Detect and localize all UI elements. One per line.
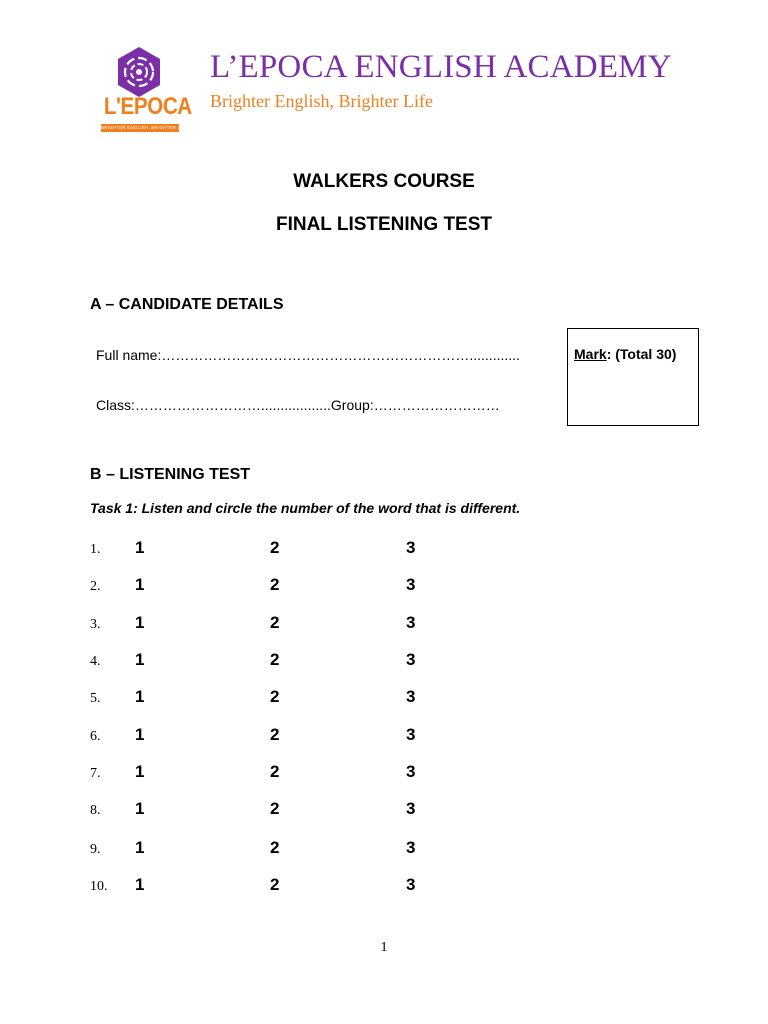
question-number: 7. [90, 766, 101, 781]
option-2: 2 [270, 725, 280, 744]
option-1: 1 [135, 875, 145, 894]
page-number: 1 [380, 940, 388, 955]
option-2: 2 [270, 799, 280, 818]
option-1: 1 [135, 838, 145, 857]
question-row [0, 650, 768, 674]
question-row [0, 838, 768, 862]
option-2: 2 [270, 613, 280, 632]
logo-tagline-band: BRIGHTER ENGLISH, BRIGHTER LIFE [101, 125, 188, 130]
option-3: 3 [406, 725, 416, 744]
option-3: 3 [406, 762, 416, 781]
section-a-heading: A – CANDIDATE DETAILS [90, 296, 284, 313]
question-row [0, 875, 768, 899]
question-number: 8. [90, 803, 101, 818]
academy-slogan: Brighter English, Brighter Life [210, 91, 433, 111]
class-group-field: Class:………………………..................Group:……………………… [96, 397, 500, 413]
question-number: 1. [90, 542, 101, 557]
question-number: 2. [90, 579, 101, 594]
question-row [0, 799, 768, 823]
option-3: 3 [406, 838, 416, 857]
question-row [0, 687, 768, 711]
question-row [0, 762, 768, 786]
test-title: FINAL LISTENING TEST [275, 214, 493, 235]
option-1: 1 [135, 650, 145, 669]
question-number: 3. [90, 617, 101, 632]
question-number: 10. [90, 879, 108, 894]
option-1: 1 [135, 762, 145, 781]
mark-total: : (Total 30) [606, 346, 677, 362]
option-2: 2 [270, 762, 280, 781]
option-1: 1 [135, 613, 145, 632]
option-1: 1 [135, 687, 145, 706]
course-title: WALKERS COURSE [293, 171, 475, 192]
full-name-field: Full name:…………………………………………………………............. [96, 347, 520, 363]
question-row [0, 538, 768, 562]
logo-wordmark: L'EPOCA [103, 93, 192, 120]
option-3: 3 [406, 575, 416, 594]
mark-label-underlined: Mark [574, 346, 607, 362]
option-3: 3 [406, 687, 416, 706]
option-1: 1 [135, 538, 145, 557]
option-2: 2 [270, 538, 280, 557]
option-3: 3 [406, 650, 416, 669]
mark-label [574, 346, 676, 362]
task-1-instruction: Task 1: Listen and circle the number of the word that is different. [90, 500, 521, 516]
option-1: 1 [135, 725, 145, 744]
academy-name: L’EPOCA ENGLISH ACADEMY [210, 49, 672, 85]
question-number: 5. [90, 691, 101, 706]
question-number: 4. [90, 654, 101, 669]
question-number: 9. [90, 842, 101, 857]
option-3: 3 [406, 875, 416, 894]
mark-box [567, 328, 699, 426]
spiral-hexagon-icon [116, 46, 162, 98]
option-2: 2 [270, 838, 280, 857]
option-2: 2 [270, 687, 280, 706]
question-row [0, 575, 768, 599]
question-row [0, 725, 768, 749]
option-3: 3 [406, 538, 416, 557]
option-3: 3 [406, 799, 416, 818]
option-2: 2 [270, 575, 280, 594]
academy-logo [98, 46, 192, 134]
option-2: 2 [270, 875, 280, 894]
question-number: 6. [90, 729, 101, 744]
option-3: 3 [406, 613, 416, 632]
option-1: 1 [135, 799, 145, 818]
option-2: 2 [270, 650, 280, 669]
option-1: 1 [135, 575, 145, 594]
section-b-heading: B – LISTENING TEST [90, 466, 251, 483]
question-row [0, 613, 768, 637]
